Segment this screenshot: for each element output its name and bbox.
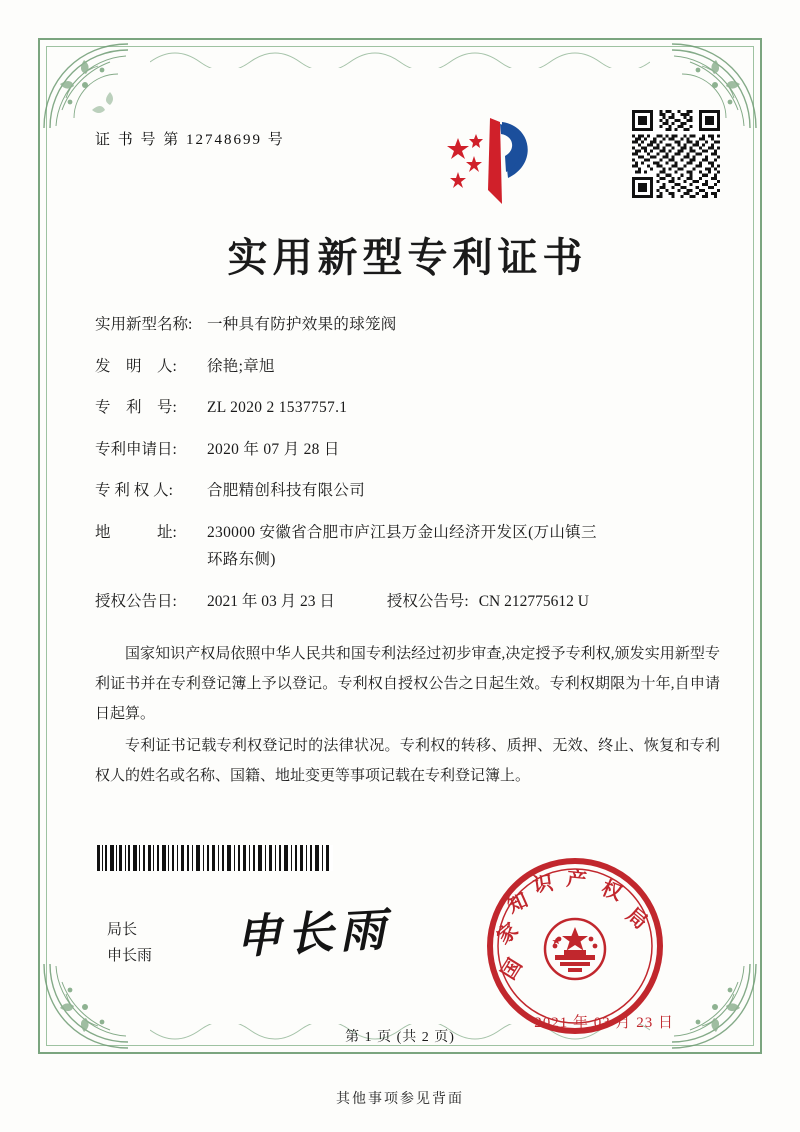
svg-text:国: 国 — [497, 955, 527, 984]
announcement-number-value: CN 212775612 U — [478, 592, 589, 610]
announcement-number-label: 授权公告号: — [386, 592, 469, 610]
legal-text — [95, 639, 720, 791]
field-list — [95, 317, 720, 609]
handwritten-signature: 申长雨 — [233, 903, 393, 964]
paragraph-2: 专利证书记载专利权登记时的法律状况。专利权的转移、质押、无效、终止、恢复和专利权人的姓名或名称、国籍、地址变更等事项记载在专利登记簿上。 — [95, 738, 720, 784]
signature-area — [95, 845, 720, 1035]
director-name-label: 申长雨 — [107, 948, 153, 964]
top-edge-ornament-icon — [150, 42, 650, 68]
field-label: 专 利 权 人: — [95, 482, 173, 499]
field-value: 合肥精创科技有限公司 — [207, 482, 366, 499]
header-row — [95, 110, 720, 220]
field-row-announcement — [95, 594, 720, 610]
field-label: 授权公告日: — [95, 592, 177, 610]
svg-text:识: 识 — [531, 872, 555, 897]
svg-text:局: 局 — [621, 903, 652, 934]
paragraph-1: 国家知识产权局依照中华人民共和国专利法经过初步审查,决定授予专利权,颁发实用新型专利证书并在专利登记簿上予以登记。专利权自授权公告之日起生效。专利权期限为十年,自申请日起算。 — [95, 646, 720, 722]
field-label: 实用新型名称: — [95, 316, 193, 333]
svg-text:产: 产 — [565, 868, 588, 893]
qr-code-icon — [632, 110, 720, 198]
page-title: 实用新型专利证书 — [227, 235, 588, 280]
field-value: 一种具有防护效果的球笼阀 — [207, 316, 397, 333]
director-role-label: 局长 — [107, 922, 138, 938]
field-row-patent-number — [95, 400, 720, 416]
announcement-pair — [207, 594, 720, 610]
field-label: 专 利 号: — [95, 399, 177, 416]
seal-date: 2021 年 03 月 23 日 — [534, 1015, 674, 1031]
field-label: 发 明 人: — [95, 357, 177, 375]
page-number: 第 1 页 (共 2 页) — [345, 1030, 455, 1045]
footer-note: 其他事项参见背面 — [336, 1092, 464, 1107]
field-row-patentee — [95, 483, 720, 499]
certificate-content — [95, 110, 720, 793]
field-value: 徐艳;章旭 — [207, 357, 275, 375]
signature-labels — [107, 917, 152, 969]
address-line-1: 230000 安徽省合肥市庐江县万金山经济开发区(万山镇三 — [207, 523, 597, 541]
barcode-icon — [95, 845, 333, 871]
field-row-inventor — [95, 359, 720, 375]
field-row-application-date — [95, 442, 720, 458]
field-row-utility-model-name — [95, 317, 720, 333]
field-row-address — [95, 525, 720, 568]
address-line-2: 环路东侧) — [207, 551, 276, 568]
field-value-address — [207, 525, 720, 568]
cnipa-logo-icon — [428, 112, 548, 217]
field-label: 专利申请日: — [95, 440, 177, 458]
certificate-number: 证 书 号 第 12748699 号 — [95, 132, 285, 148]
svg-text:家: 家 — [493, 919, 523, 949]
svg-text:权: 权 — [598, 877, 625, 906]
field-label: 地 址: — [95, 523, 177, 541]
field-value: 2020 年 07 月 28 日 — [207, 440, 340, 458]
svg-text:知: 知 — [504, 889, 532, 918]
announcement-date-value: 2021 年 03 月 23 日 — [207, 592, 335, 610]
field-value: ZL 2020 2 1537757.1 — [207, 399, 348, 416]
